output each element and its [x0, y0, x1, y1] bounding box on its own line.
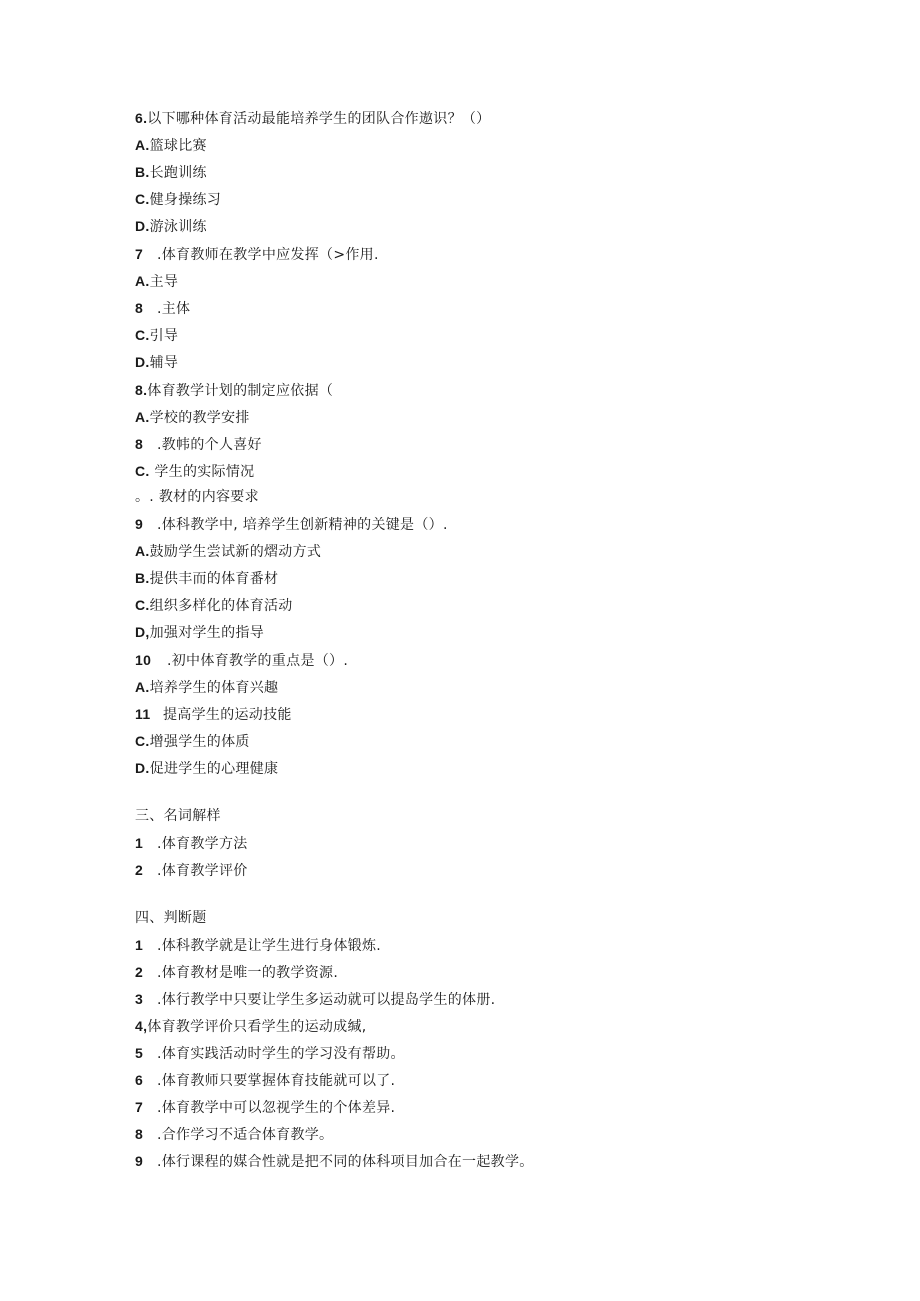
section-4-title: 四、判断题	[135, 910, 207, 926]
judge-item-1	[135, 935, 381, 956]
question-text: .体育教师在教学中应发挥（>作用.	[157, 247, 379, 263]
option-letter: C.	[135, 191, 150, 207]
option-9a	[135, 541, 321, 562]
option-10a	[135, 677, 278, 698]
judge-item-4	[135, 1016, 367, 1037]
option-letter: D.	[135, 760, 150, 776]
option-7a	[135, 271, 178, 292]
question-6	[135, 108, 490, 129]
judge-number: 2	[135, 964, 144, 980]
judge-text: .合作学习不适合体育教学。	[157, 1127, 334, 1143]
question-8	[135, 380, 333, 401]
judge-item-2	[135, 962, 338, 983]
judge-item-6	[135, 1070, 395, 1091]
term-text: .体育教学评价	[157, 863, 248, 879]
option-letter: A.	[135, 273, 150, 289]
option-letter: 8	[135, 300, 144, 316]
option-letter: C.	[135, 327, 150, 343]
term-number: 2	[135, 862, 144, 878]
question-10	[135, 650, 348, 671]
question-number: 6.	[135, 110, 148, 126]
option-6c	[135, 189, 221, 210]
option-text: 游泳训练	[149, 219, 207, 235]
judge-item-8	[135, 1124, 333, 1145]
judge-number: 3	[135, 991, 144, 1007]
option-text: 健身操练习	[149, 192, 222, 208]
option-8b	[135, 434, 262, 455]
option-text: 引导	[149, 328, 179, 344]
judge-text: .体行课程的媒合性就是把不同的体科项目加合在一起教学。	[157, 1154, 534, 1170]
option-text: 提供丰而的体育番材	[149, 571, 279, 587]
option-text: 提高学生的运动技能	[163, 707, 292, 723]
option-10b	[135, 704, 292, 725]
judge-text: .体育教学中可以忽视学生的个体差异.	[157, 1100, 396, 1116]
option-6a	[135, 135, 207, 156]
option-9b	[135, 568, 278, 589]
option-letter: A.	[135, 543, 150, 559]
option-8a	[135, 407, 250, 428]
judge-text: .体科教学就是让学生进行身体锻炼.	[157, 938, 381, 954]
question-number: 7	[135, 246, 144, 262]
option-text: 学生的实际情况	[149, 464, 255, 480]
option-text: 主导	[149, 274, 179, 290]
option-letter: A.	[135, 409, 150, 425]
judge-item-7	[135, 1097, 395, 1118]
option-text: 长跑训练	[149, 165, 207, 181]
term-item-2	[135, 860, 248, 881]
option-text: 教材的内容要求	[154, 489, 259, 505]
judge-text: 体育教学评价只看学生的运动成缄,	[147, 1019, 367, 1035]
judge-text: .体育实践活动时学生的学习没有帮助。	[157, 1046, 405, 1062]
option-letter: D,	[135, 624, 150, 640]
option-letter: C.	[135, 733, 150, 749]
option-letter: 11	[135, 706, 151, 722]
judge-number: 1	[135, 937, 144, 953]
option-letter: C.	[135, 597, 150, 613]
judge-item-5	[135, 1043, 405, 1064]
question-7	[135, 244, 379, 265]
option-9c	[135, 595, 293, 616]
judge-text: .体行教学中只要让学生多运动就可以提岛学生的体册.	[157, 992, 496, 1008]
option-8c	[135, 461, 254, 482]
question-text: .初中体育教学的重点是（）.	[167, 653, 349, 669]
question-text: .体科教学中, 培养学生创新精神的关键是（）.	[157, 517, 448, 533]
option-text: 加强对学生的指导	[149, 625, 265, 641]
judge-number: 7	[135, 1099, 144, 1115]
option-letter: D.	[135, 218, 150, 234]
judge-item-9	[135, 1151, 534, 1172]
option-text: 增强学生的体质	[149, 734, 250, 750]
option-text: 培养学生的体育兴趣	[149, 680, 279, 696]
option-letter: A.	[135, 137, 150, 153]
option-letter: C.	[135, 463, 150, 479]
judge-number: 8	[135, 1126, 144, 1142]
judge-text: .体育教材是唯一的教学资源.	[157, 965, 339, 981]
judge-item-3	[135, 989, 495, 1010]
option-text: 辅导	[149, 355, 179, 371]
option-text: 组织多样化的体育活动	[149, 598, 293, 614]
term-number: 1	[135, 835, 144, 851]
section-3-title: 三、名词解样	[135, 808, 221, 824]
judge-number: 4,	[135, 1018, 148, 1034]
judge-number: 5	[135, 1045, 144, 1061]
question-9	[135, 514, 448, 535]
option-text: .主体	[157, 301, 191, 317]
question-number: 10	[135, 652, 152, 668]
option-7c	[135, 325, 178, 346]
option-letter: A.	[135, 679, 150, 695]
question-text: 体育教学计划的制定应依据（	[147, 383, 334, 399]
option-text: 学校的教学安排	[149, 410, 250, 426]
option-10d	[135, 758, 278, 779]
option-text: 鼓励学生尝试新的熠动方式	[149, 544, 322, 560]
option-8d	[135, 487, 259, 507]
option-6b	[135, 162, 207, 183]
judge-number: 6	[135, 1072, 144, 1088]
question-number: 8.	[135, 382, 148, 398]
option-10c	[135, 731, 250, 752]
term-text: .体育教学方法	[157, 836, 248, 852]
option-text: 促进学生的心理健康	[149, 761, 279, 777]
option-text: 篮球比赛	[149, 138, 207, 154]
option-7d	[135, 352, 178, 373]
option-letter: 8	[135, 436, 144, 452]
option-6d	[135, 216, 207, 237]
option-text: .教帏的个人喜好	[157, 437, 262, 453]
option-letter: B.	[135, 570, 150, 586]
term-item-1	[135, 833, 248, 854]
option-letter: 。.	[135, 489, 155, 505]
option-9d	[135, 622, 264, 643]
question-text: 以下哪种体育活动最能培养学生的团队合作遨识？（）	[147, 111, 491, 127]
option-7b	[135, 298, 190, 319]
question-number: 9	[135, 516, 144, 532]
judge-number: 9	[135, 1153, 144, 1169]
judge-text: .体育教师只要掌握体育技能就可以了.	[157, 1073, 396, 1089]
option-letter: B.	[135, 164, 150, 180]
option-letter: D.	[135, 354, 150, 370]
